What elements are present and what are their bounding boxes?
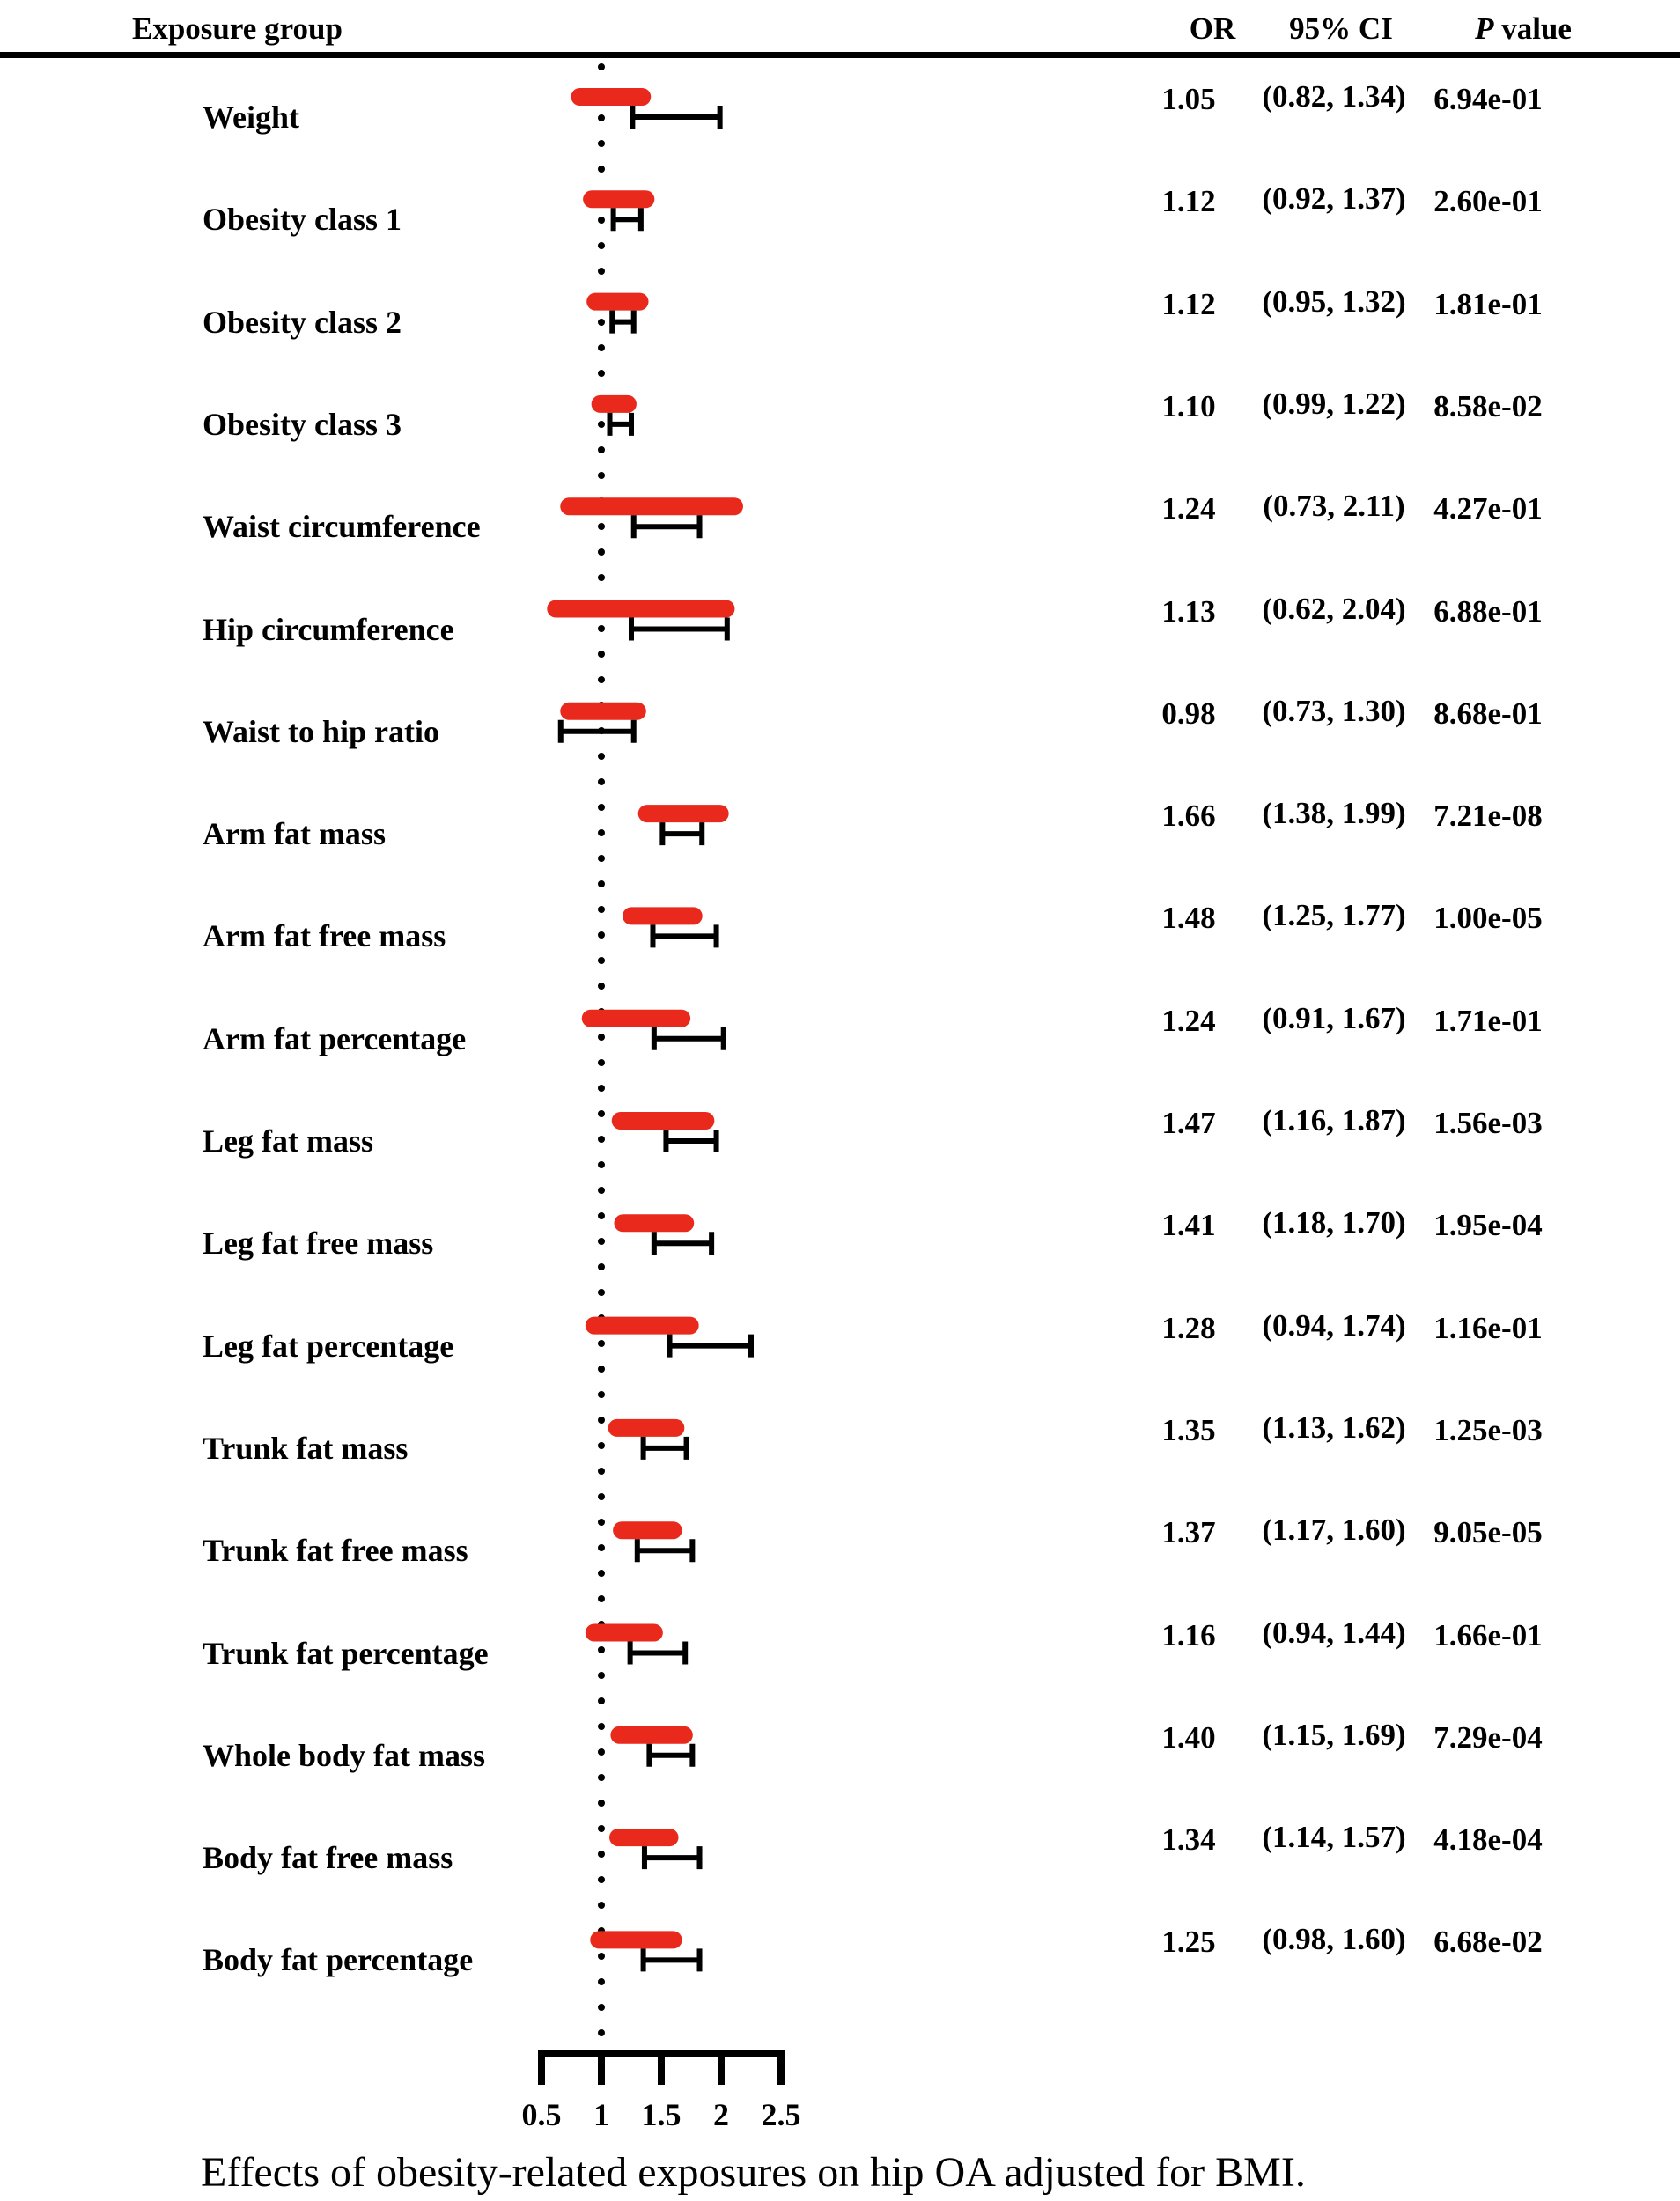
row-label: Obesity class 1 [203,202,402,238]
row-label: Obesity class 3 [203,406,402,442]
or-value: 1.34 [1161,1822,1216,1858]
whisker [670,1335,751,1358]
p-value: 9.05e-05 [1433,1515,1543,1550]
caption: Effects of obesity-related exposures on hip OA adjusted for BMI. [201,2149,1306,2196]
whisker [666,1130,716,1152]
p-value: 7.21e-08 [1433,799,1543,834]
or-value: 1.05 [1161,82,1216,116]
ci-value: (0.82, 1.34) [1262,79,1406,114]
p-value: 1.81e-01 [1433,286,1543,321]
p-value: 7.29e-04 [1433,1719,1543,1755]
ci-value: (1.25, 1.77) [1262,898,1406,933]
row-label: Waist to hip ratio [203,713,440,749]
row-label: Trunk fat percentage [203,1635,489,1671]
row-label: Weight [203,99,300,135]
ci-value: (0.92, 1.37) [1262,181,1406,217]
or-value: 1.41 [1161,1208,1216,1243]
p-value: 4.18e-04 [1433,1822,1543,1858]
x-axis-tick-label: 2.5 [761,2097,801,2132]
whisker [654,1232,711,1255]
whisker [637,1539,693,1562]
ci-value: (1.38, 1.99) [1262,796,1406,831]
or-value: 1.35 [1161,1412,1216,1447]
row-label: Body fat percentage [203,1942,474,1978]
x-axis-tick-label: 1.5 [641,2097,682,2132]
ci-value: (1.14, 1.57) [1262,1820,1406,1855]
p-value: 1.16e-01 [1433,1310,1543,1345]
ci-value: (0.62, 2.04) [1262,591,1406,626]
or-value: 1.16 [1161,1617,1216,1653]
or-value: 1.13 [1161,593,1216,629]
p-value: 1.95e-04 [1433,1208,1543,1243]
p-value: 4.27e-01 [1433,491,1543,526]
or-value: 1.37 [1161,1515,1216,1550]
row-label: Trunk fat mass [203,1430,409,1466]
row-label: Leg fat free mass [203,1226,434,1262]
or-value: 1.28 [1161,1310,1216,1345]
whisker [610,413,631,436]
or-value: 1.40 [1161,1719,1216,1755]
row-label: Arm fat percentage [203,1020,467,1056]
or-value: 0.98 [1161,696,1216,731]
row-label: Arm fat free mass [203,918,446,954]
row-label: Body fat free mass [203,1840,453,1876]
whisker [645,1846,700,1869]
p-value: 2.60e-01 [1433,184,1543,219]
ci-value: (1.18, 1.70) [1262,1205,1406,1240]
p-value: 8.58e-02 [1433,388,1543,423]
ci-value: (1.15, 1.69) [1262,1717,1406,1752]
row-label: Whole body fat mass [203,1737,486,1773]
p-value: 6.88e-01 [1433,593,1543,629]
x-axis-tick-label: 0.5 [521,2097,562,2132]
or-value: 1.48 [1161,901,1216,936]
or-value: 1.12 [1161,286,1216,321]
ci-value: (0.94, 1.44) [1262,1615,1406,1650]
or-value: 1.25 [1161,1925,1216,1960]
row-label: Hip circumference [203,611,454,647]
whisker [662,822,702,845]
whisker [612,311,633,334]
ci-value: (0.73, 1.30) [1262,693,1406,728]
or-value: 1.12 [1161,184,1216,219]
ci-value: (0.99, 1.22) [1262,386,1406,421]
whisker [654,1027,724,1050]
x-axis-tick-label: 1 [593,2097,609,2132]
or-value: 1.24 [1161,1003,1216,1038]
column-header-p-value: P value [1475,11,1572,46]
ci-value: (0.91, 1.67) [1262,1000,1406,1035]
or-value: 1.10 [1161,388,1216,423]
column-header-ci: 95% CI [1289,11,1393,46]
row-label: Waist circumference [203,509,481,545]
whisker [631,618,727,641]
p-value: 1.25e-03 [1433,1412,1543,1447]
row-label: Leg fat mass [203,1123,373,1159]
p-value: 6.94e-01 [1433,82,1543,116]
whisker [649,1744,692,1767]
whisker [644,1437,687,1460]
p-value: 1.00e-05 [1433,901,1543,936]
whisker [561,720,634,743]
column-header-exposure-group: Exposure group [132,11,343,46]
whisker [630,1642,686,1665]
row-label: Arm fat mass [203,816,386,852]
x-axis-tick-label: 2 [713,2097,729,2132]
whisker [614,208,641,231]
ci-value: (0.95, 1.32) [1262,283,1406,319]
row-label: Trunk fat free mass [203,1533,468,1569]
ci-value: (1.17, 1.60) [1262,1513,1406,1548]
or-value: 1.47 [1161,1106,1216,1140]
p-value: 6.68e-02 [1433,1925,1543,1960]
whisker [644,1948,700,1971]
whisker [634,515,700,538]
column-header-or: OR [1189,11,1236,46]
p-value: 8.68e-01 [1433,696,1543,731]
row-label: Obesity class 2 [203,304,402,340]
p-value: 1.71e-01 [1433,1003,1543,1038]
row-label: Leg fat percentage [203,1328,454,1364]
ci-value: (0.98, 1.60) [1262,1922,1406,1957]
ci-value: (1.13, 1.62) [1262,1410,1406,1445]
ci-value: (1.16, 1.87) [1262,1103,1406,1137]
whisker [652,924,716,947]
or-value: 1.66 [1161,799,1216,834]
or-value: 1.24 [1161,491,1216,526]
ci-value: (0.73, 2.11) [1263,489,1405,524]
whisker [632,106,719,129]
p-value: 1.66e-01 [1433,1617,1543,1653]
p-value: 1.56e-03 [1433,1106,1543,1140]
ci-value: (0.94, 1.74) [1262,1307,1406,1343]
